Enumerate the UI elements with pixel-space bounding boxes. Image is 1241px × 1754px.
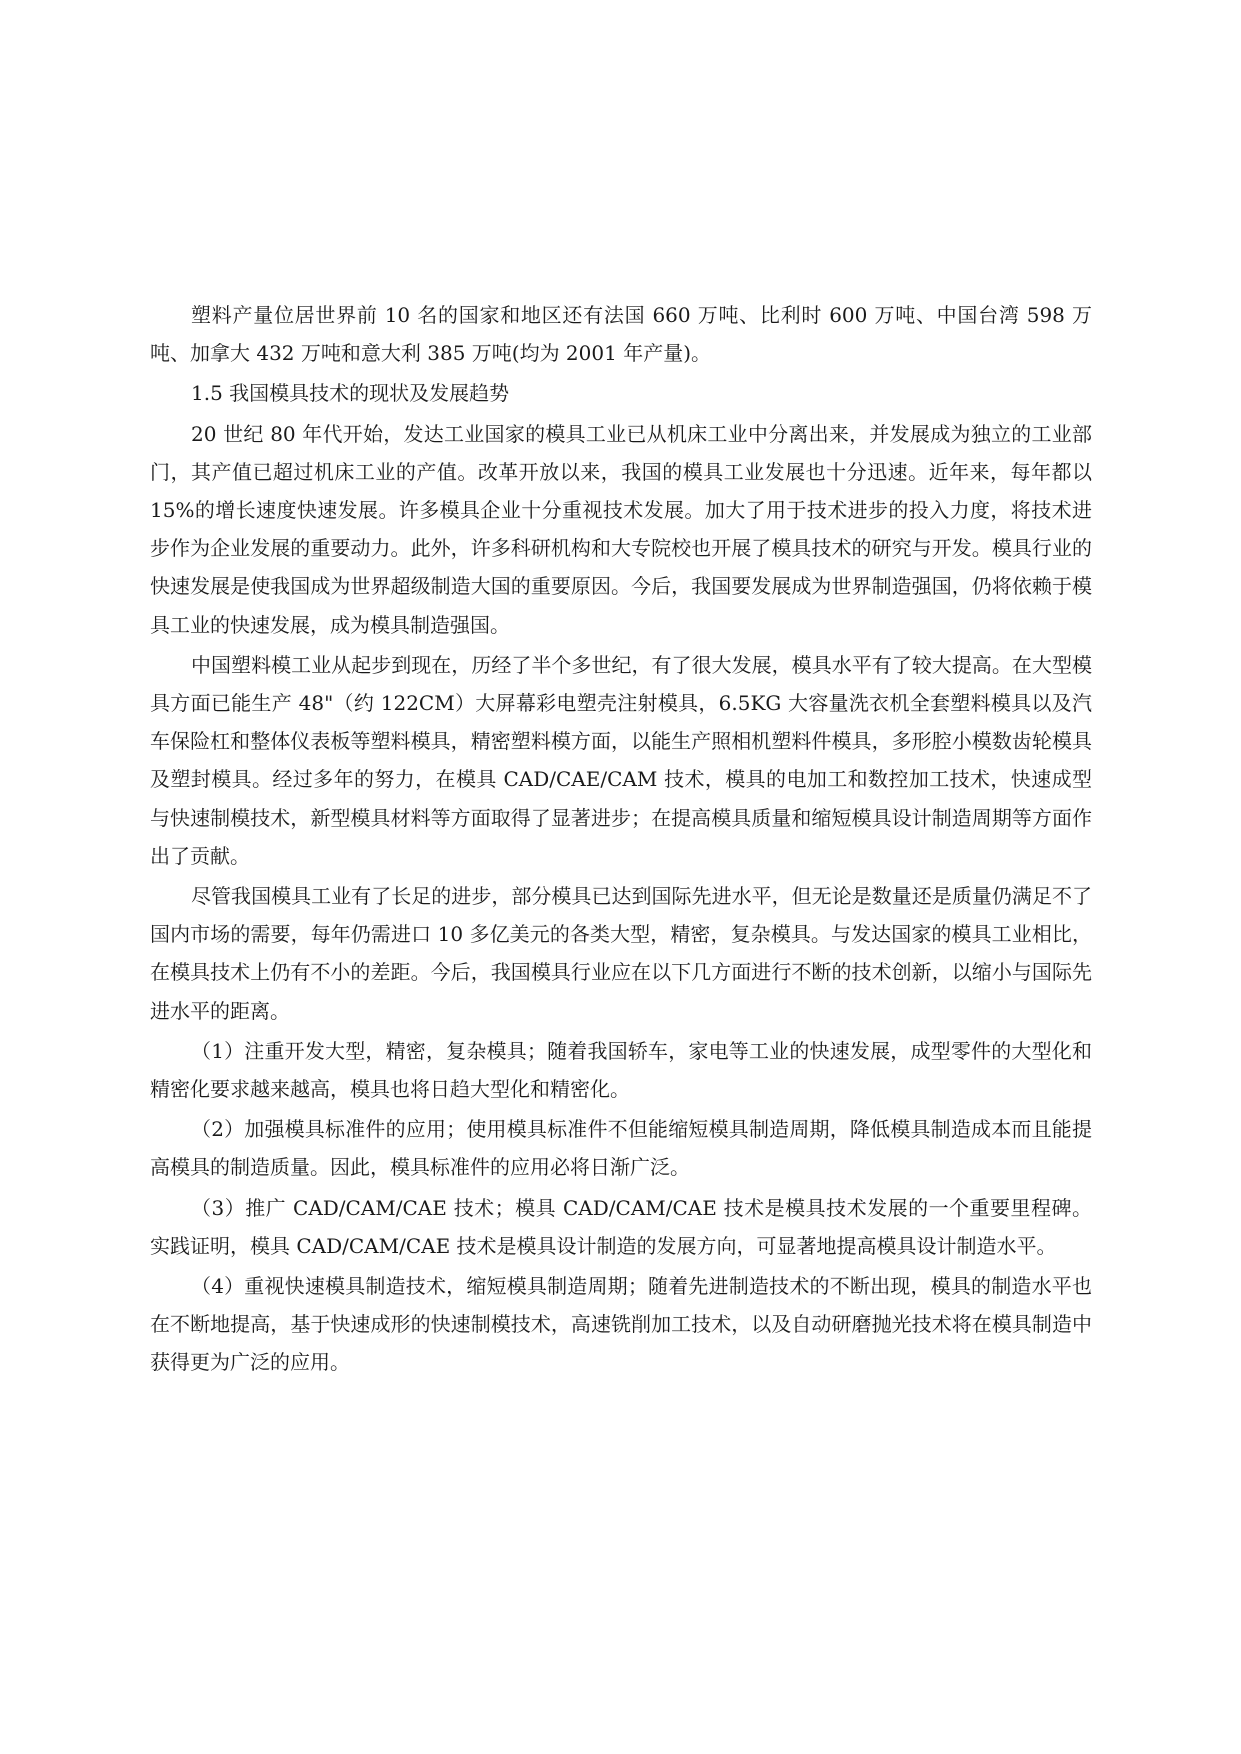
paragraph-mold-industry-history: 20 世纪 80 年代开始，发达工业国家的模具工业已从机床工业中分离出来，并发展成为独立的工业部门，其产值已超过机床工业的产值。改革开放以来，我国的模具工业发展也十分迅速。近年来，每年都以 15%的增长速度快速发展。许多模具企业十分重视技术发展。加大了用于技术进步的投入力度，将技术进步作为企业发展的重要动力。此外，许多科研机构和大专院校也开展了模具技术的研究与开发。模具行业的快速发展是使我国成为世界超级制造大国的重要原因。今后，我国要发展成为世界制造强国，仍将依赖于模具工业的快速发展，成为模具制造强国。 [150,421,1092,637]
list-item-4: （4）重视快速模具制造技术，缩短模具制造周期；随着先进制造技术的不断出现，模具的制造水平也在不断地提高，基于快速成形的快速制模技术，高速铣削加工技术，以及自动研磨抛光技术将在模具制造中获得更为广泛的应用。 [150,1274,1092,1375]
paragraph-plastic-output: 塑料产量位居世界前 10 名的国家和地区还有法国 660 万吨、比利时 600 万吨、中国台湾 598 万吨、加拿大 432 万吨和意大利 385 万吨(均为 2001 年产量)。 [150,303,1092,366]
list-item-1: （1）注重开发大型，精密，复杂模具；随着我国轿车，家电等工业的快速发展，成型零件的大型化和精密化要求越来越高，模具也将日趋大型化和精密化。 [150,1038,1092,1102]
list-item-3: （3）推广 CAD/CAM/CAE 技术；模具 CAD/CAM/CAE 技术是模具技术发展的一个重要里程碑。实践证明，模具 CAD/CAM/CAE 技术是模具设计制造的发展方向，可显著地提高模具设计制造水平。 [150,1195,1092,1258]
paragraph-gap-analysis: 尽管我国模具工业有了长足的进步，部分模具已达到国际先进水平，但无论是数量还是质量仍满足不了国内市场的需要，每年仍需进口 10 多亿美元的各类大型，精密，复杂模具。与发达国家的模具工业相比，在模具技术上仍有不小的差距。今后，我国模具行业应在以下几方面进行不断的技术创新，以缩小与国际先进水平的距离。 [150,884,1092,1023]
section-heading-1-5: 1.5 我国模具技术的现状及发展趋势 [191,381,510,406]
paragraph-china-plastic-mold: 中国塑料模工业从起步到现在，历经了半个多世纪，有了很大发展，模具水平有了较大提高。在大型模具方面已能生产 48"（约 122CM）大屏幕彩电塑壳注射模具，6.5KG 大容量洗衣机全套塑料模具以及汽车保险杠和整体仪表板等塑料模具，精密塑料模方面，以能生产照相机塑料件模具，多形腔小模数齿轮模具及塑封模具。经过多年的努力，在模具 CAD/CAE/CAM 技术，模具的电加工和数控加工技术，快速成型与快速制模技术，新型模具材料等方面取得了显著进步；在提高模具质量和缩短模具设计制造周期等方面作出了贡献。 [150,652,1092,868]
list-item-2: （2）加强模具标准件的应用；使用模具标准件不但能缩短模具制造周期，降低模具制造成本而且能提高模具的制造质量。因此，模具标准件的应用必将日渐广泛。 [150,1117,1092,1180]
document-body [150,296,1092,1384]
